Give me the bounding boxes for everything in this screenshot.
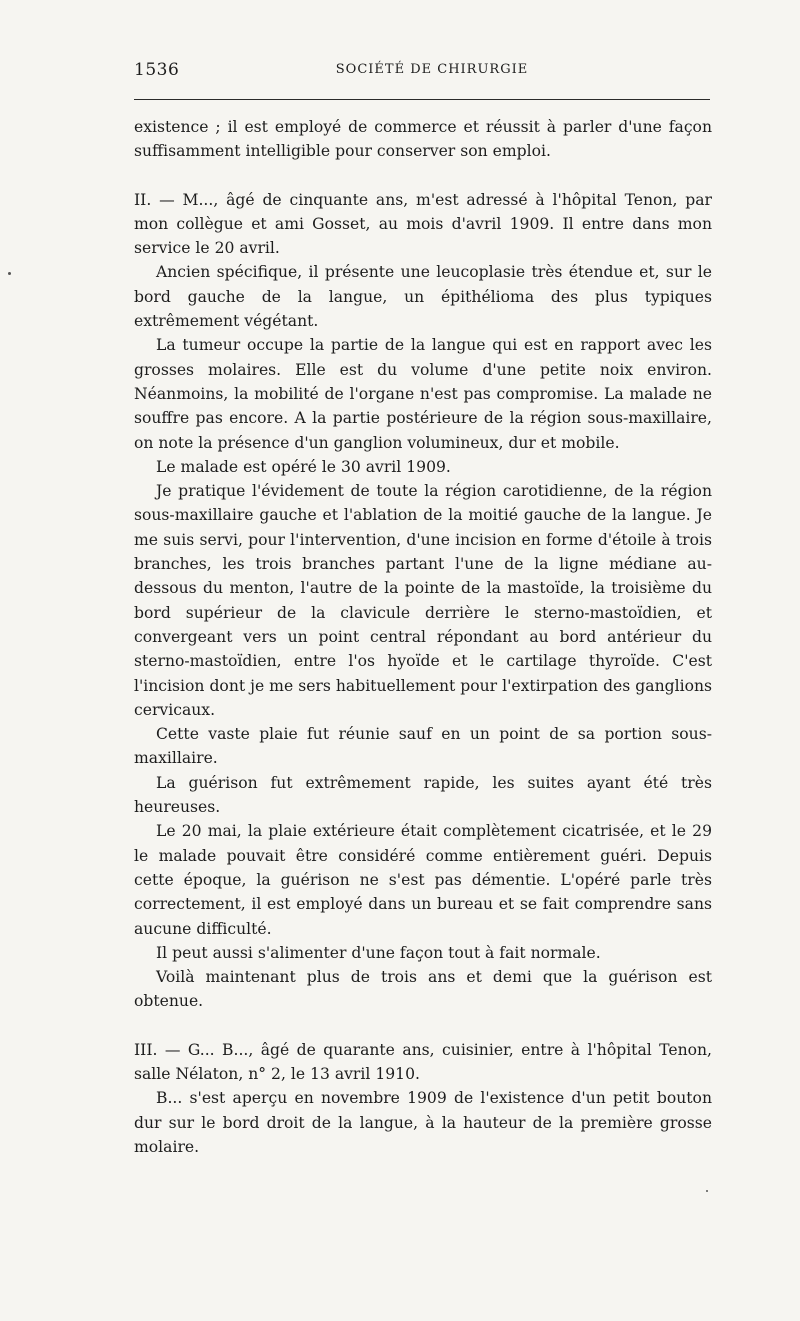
body-text (134, 115, 712, 1159)
paragraph-healing: La guérison fut extrêmement rapide, les suites ayant été très heureuses. (134, 773, 712, 817)
paragraph-feeding: Il peut aussi s'alimenter d'une façon tout à fait normale. (156, 943, 601, 962)
header-rule (134, 99, 710, 100)
paragraph-outcome: Voilà maintenant plus de trois ans et demi que la guérison est obtenue. (134, 968, 712, 1011)
paragraph-case-3-intro: III. — G... B..., âgé de quarante ans, cuisinier, entre à l'hôpital Tenon, salle Nélaton, n° 2, le 13 avril 1910. (134, 1040, 712, 1083)
paragraph-continuation: existence ; il est employé de commerce et réussit à parler d'une façon suffisamment intelligible pour conserver son emploi. (134, 118, 712, 161)
paragraph-operation-date: Le malade est opéré le 30 avril 1909. (156, 457, 451, 476)
paragraph-history: Ancien spécifique, il présente une leucoplasie très étendue et, sur le bord gauche de la langue, un épithélioma des plus typiques extrêmement végétant. (134, 263, 712, 331)
paragraph-tumor: La tumeur occupe la partie de la langue qui est en rapport avec les grosses molaires. Elle est du volume d'une petite noix environ. Néanmoins, la mobilité de l'organe n'est pas compromise. La malade ne souffre pas encore. A la partie postérieure de la région sous-maxillaire, on note la présence d'un ganglion volumineux, dur et mobile. (134, 336, 712, 452)
page-number: 1536 (134, 60, 180, 80)
print-speck (706, 1190, 708, 1192)
paragraph-case-2-intro: II. — M..., âgé de cinquante ans, m'est adressé à l'hôpital Tenon, par mon collègue et ami Gosset, au mois d'avril 1909. Il entre dans mon service le 20 avril. (134, 190, 712, 258)
paragraph-recovery: Le 20 mai, la plaie extérieure était complètement cicatrisée, et le 29 le malade pouvait être considéré comme entièrement guéri. Depuis cette époque, la guérison ne s'est pas démentie. L'opéré parle très correctement, il est employé dans un bureau et se fait comprendre sans aucune difficulté. (134, 822, 712, 938)
paragraph-case-3-history: B... s'est aperçu en novembre 1909 de l'existence d'un petit bouton dur sur le bord droit de la langue, à la hauteur de la première grosse molaire. (134, 1089, 712, 1156)
paragraph-procedure: Je pratique l'évidement de toute la région carotidienne, de la région sous-maxillaire gauche et l'ablation de la moitié gauche de la langue. Je me suis servi, pour l'intervention, d'une incision en forme d'étoile à trois branches, les trois branches partant l'une de la ligne médiane au-dessous du menton, l'autre de la pointe de la mastoïde, la troisième du bord supérieur de la clavicule derrière le sterno-mastoïdien, et convergeant vers un point central répondant au bord antérieur du sterno-mastoïdien, entre l'os hyoïde et le cartilage thyroïde. C'est l'incision dont je me sers habituellement pour l'extirpation des ganglions cervicaux. (134, 482, 712, 719)
paragraph-wound: Cette vaste plaie fut réunie sauf en un point de sa portion sous-maxillaire. (134, 725, 712, 768)
print-speck (8, 272, 11, 275)
running-title: SOCIÉTÉ DE CHIRURGIE (335, 62, 529, 77)
page-header (134, 60, 710, 86)
